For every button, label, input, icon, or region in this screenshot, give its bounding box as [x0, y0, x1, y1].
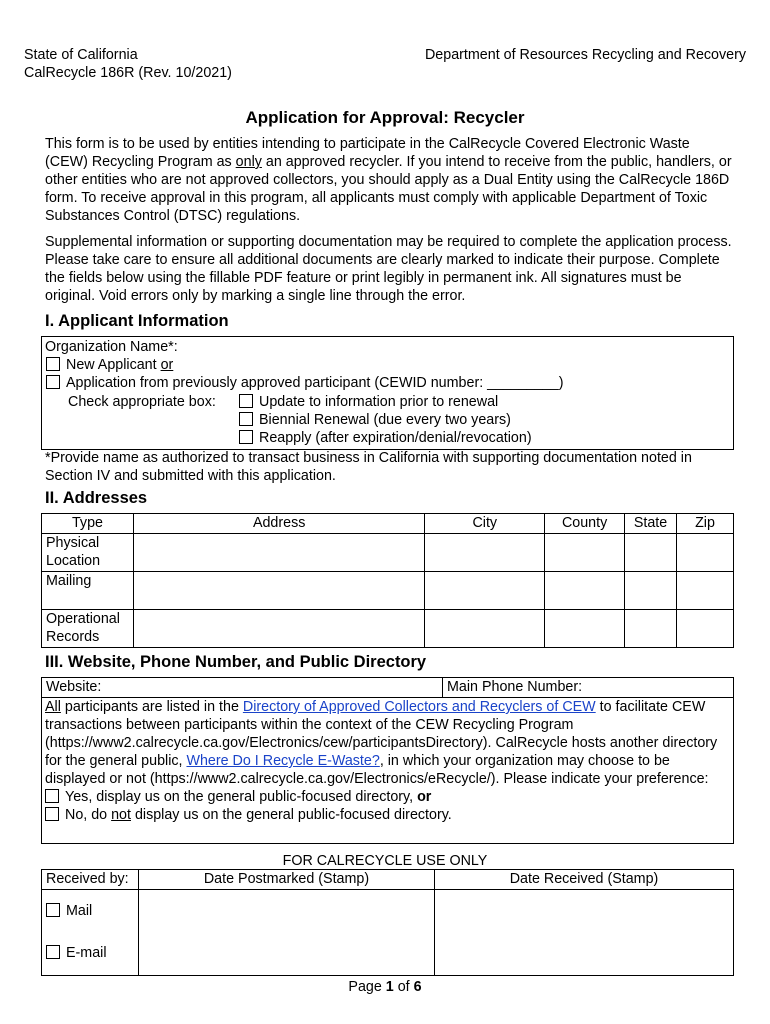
received-by-label: Received by: [42, 870, 139, 890]
page-word: Page [348, 979, 386, 995]
no-display-not: not [111, 807, 131, 823]
check-appropriate-label: Check appropriate box: [68, 394, 216, 410]
new-applicant-or: or [160, 357, 174, 373]
biennial-checkbox[interactable] [239, 412, 253, 426]
dir-all: All [45, 699, 61, 715]
intro-text-only: only [235, 154, 262, 170]
previous-participant-checkbox[interactable] [46, 375, 60, 389]
page-indicator [0, 978, 770, 996]
renewal-option-biennial [239, 411, 511, 429]
col-zip: Zip [677, 514, 734, 534]
new-applicant-label: New Applicant [66, 357, 161, 373]
office-use-table [41, 869, 734, 976]
dir-text-c: , in which your organization may choose to be displayed or not (https://www2.calrecycle.ca.gov/Electronics/eRecycle/). Please indicate your preference: [45, 753, 709, 787]
directory-link[interactable]: Directory of Approved Collectors and Recyclers of CEW [242, 699, 596, 715]
records-zip-cell[interactable] [677, 610, 734, 648]
mailing-zip-cell[interactable] [677, 572, 734, 610]
where-recycle-link[interactable]: Where Do I Recycle E-Waste? [186, 753, 380, 769]
intro-text-a: This form is to be used by entities intending to participate in the CalRecycle Covered Electronic Waste (CEW) Recycling Program as [45, 136, 690, 170]
applicant-info-box [41, 336, 734, 450]
physical-county-cell[interactable] [545, 534, 625, 572]
update-checkbox[interactable] [239, 394, 253, 408]
received-by-options [42, 890, 139, 976]
physical-city-cell[interactable] [425, 534, 545, 572]
no-display-b: display us on the general public-focused directory. [130, 807, 452, 823]
renewal-option-reapply [239, 429, 532, 447]
mail-option [46, 902, 134, 920]
mailing-city-cell[interactable] [425, 572, 545, 610]
mail-label: Mail [66, 903, 93, 919]
date-received-stamp [435, 890, 734, 976]
website-field[interactable] [42, 678, 443, 698]
row-mailing: Mailing [42, 572, 134, 610]
website-phone-table [41, 677, 734, 844]
col-state: State [625, 514, 677, 534]
form-number: CalRecycle 186R (Rev. 10/2021) [24, 65, 232, 81]
no-display-checkbox[interactable] [45, 807, 59, 821]
office-use-heading: FOR CALRECYCLE USE ONLY [282, 853, 488, 869]
col-county: County [545, 514, 625, 534]
previous-participant-label: Application from previously approved participant (CEWID number: _________) [66, 375, 564, 391]
reapply-label: Reapply (after expiration/denial/revocation) [259, 430, 532, 446]
biennial-label: Biennial Renewal (due every two years) [259, 412, 511, 428]
date-postmarked-stamp [139, 890, 435, 976]
page-title: Application for Approval: Recycler [245, 108, 525, 127]
col-city: City [425, 514, 545, 534]
records-state-cell[interactable] [625, 610, 677, 648]
email-label: E-mail [66, 945, 107, 961]
date-postmarked-label: Date Postmarked (Stamp) [139, 870, 435, 890]
yes-display-or: or [417, 789, 432, 805]
col-address: Address [133, 514, 424, 534]
org-name-note: *Provide name as authorized to transact business in California with supporting documentation noted in Section IV and submitted with this application. [45, 450, 692, 484]
mailing-address-cell[interactable] [133, 572, 424, 610]
no-display-a: No, do [65, 807, 112, 823]
update-label: Update to information prior to renewal [259, 394, 499, 410]
section-1-heading: I. Applicant Information [45, 312, 229, 330]
email-option [46, 944, 134, 962]
new-applicant-checkbox[interactable] [46, 357, 60, 371]
email-checkbox[interactable] [46, 945, 60, 959]
directory-paragraph [45, 698, 730, 788]
dir-text-b: to facilitate CEW transactions between participants within the context of the CEW Recycling Program (https://www2.calrecycle.ca.gov/Electronics/cew/participantsDirectory). CalRecycle hosts another directory for the general public, [45, 699, 718, 769]
section-2-heading: II. Addresses [45, 489, 148, 507]
directory-preference-cell [42, 698, 734, 844]
addresses-header-row [42, 514, 734, 534]
row-operational-records: Operational Records [42, 610, 134, 648]
mailing-state-cell[interactable] [625, 572, 677, 610]
mailing-county-cell[interactable] [545, 572, 625, 610]
records-address-cell[interactable] [133, 610, 424, 648]
records-city-cell[interactable] [425, 610, 545, 648]
intro-paragraph-1 [45, 135, 735, 225]
intro-paragraph-2: Supplemental information or supporting documentation may be required to complete the application process. Please take care to ensure all additional documents are clearly marked to indicate their purpose. Complete the fields below using the fillable PDF feature or print legibly in permanent ink. All signatures must be original. Void errors only by marking a single line through the error. [45, 234, 732, 304]
date-received-label: Date Received (Stamp) [435, 870, 734, 890]
addresses-table [41, 513, 734, 648]
physical-address-cell[interactable] [133, 534, 424, 572]
col-type: Type [42, 514, 134, 534]
yes-display-label: Yes, display us on the general public-focused directory, [65, 789, 418, 805]
page-total: 6 [413, 979, 422, 995]
form-header-left [24, 46, 232, 82]
dir-text-a: participants are listed in the [60, 699, 243, 715]
table-row [42, 534, 734, 572]
intro-text-b: an approved recycler. If you intend to receive from the public, handlers, or other entities who are not approved collectors, you should apply as a Dual Entity using the CalRecycle 186D form. To receive approval in this program, all applicants must comply with applicable Department of Toxic Substances Control (DTSC) regulations. [45, 154, 732, 224]
website-label: Website: [46, 679, 102, 695]
mail-checkbox[interactable] [46, 903, 60, 917]
reapply-checkbox[interactable] [239, 430, 253, 444]
org-name-label: Organization Name*: [45, 339, 178, 355]
new-applicant-row [46, 356, 173, 374]
no-display-row [45, 806, 730, 824]
section-3-heading: III. Website, Phone Number, and Public Directory [45, 653, 427, 671]
renewal-option-update [239, 393, 498, 411]
of-word: of [393, 979, 414, 995]
previous-participant-row [46, 374, 563, 392]
physical-zip-cell[interactable] [677, 534, 734, 572]
yes-display-row [45, 788, 730, 806]
table-row [42, 572, 734, 610]
state-label: State of California [24, 47, 138, 63]
table-row [42, 610, 734, 648]
department-name: Department of Resources Recycling and Recovery [424, 47, 746, 63]
yes-display-checkbox[interactable] [45, 789, 59, 803]
physical-state-cell[interactable] [625, 534, 677, 572]
page-number: 1 [385, 979, 394, 995]
records-county-cell[interactable] [545, 610, 625, 648]
phone-label: Main Phone Number: [447, 679, 583, 695]
phone-field[interactable] [443, 678, 734, 698]
row-physical-location: Physical Location [42, 534, 134, 572]
